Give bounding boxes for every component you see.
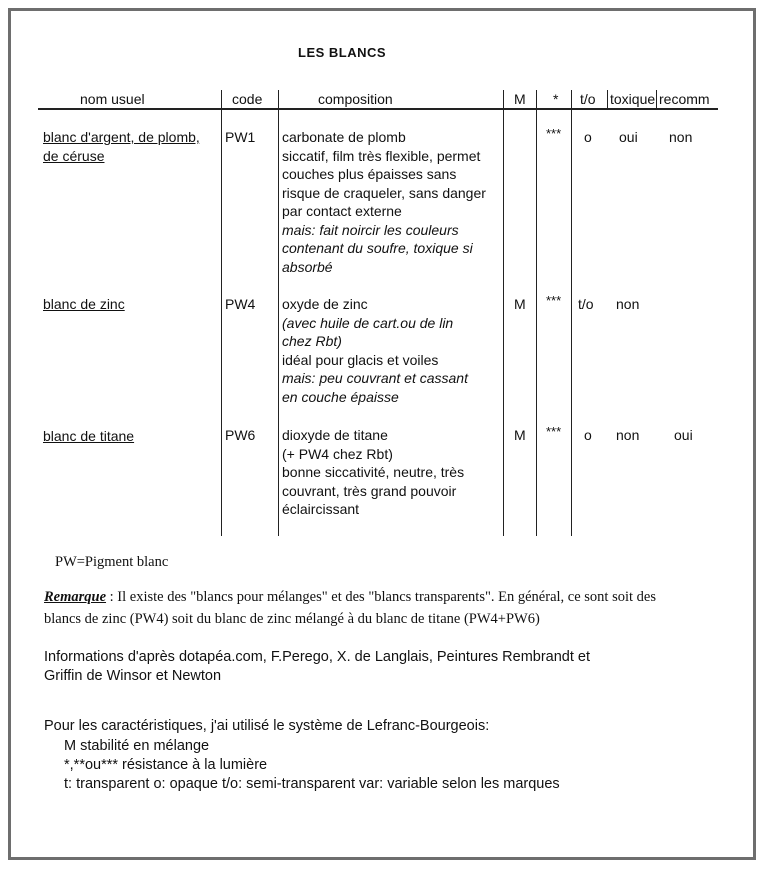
header-toxique: toxique xyxy=(610,91,656,107)
column-divider-toxique xyxy=(607,90,608,110)
legend-transparency: t: transparent o: opaque t/o: semi-transparent var: variable selon les marques xyxy=(64,776,560,792)
row-3-code: PW6 xyxy=(225,427,256,443)
row-3-m: M xyxy=(514,427,526,443)
row-2-star: *** xyxy=(546,293,562,308)
row-3-recomm: oui xyxy=(674,427,693,443)
row-2-composition-line: en couche épaisse xyxy=(282,388,399,405)
row-1-transparency: o xyxy=(584,129,592,145)
column-divider-to xyxy=(571,90,572,536)
header-recomm: recomm xyxy=(659,91,710,107)
row-3-toxique: non xyxy=(616,427,640,443)
row-1-composition-line: couches plus épaisses sans xyxy=(282,166,457,182)
row-2-composition-line: (avec huile de cart.ou de lin xyxy=(282,314,454,331)
column-divider-code xyxy=(221,90,222,536)
legend-lightfastness: *,**ou*** résistance à la lumière xyxy=(64,757,268,773)
sources-line: Informations d'après dotapéa.com, F.Perego, X. de Langlais, Peintures Rembrandt et xyxy=(44,649,591,665)
column-divider-m xyxy=(503,90,504,536)
page-title: LES BLANCS xyxy=(298,45,387,60)
header-star: * xyxy=(553,91,559,107)
header-composition: composition xyxy=(318,91,393,107)
header-transparency: t/o xyxy=(580,91,596,107)
row-1-nom-line-1: blanc d'argent, de plomb, xyxy=(43,129,200,145)
sources-line: Griffin de Winsor et Newton xyxy=(44,668,222,684)
row-2-m: M xyxy=(514,296,526,312)
header-m: M xyxy=(514,91,526,107)
row-2-composition-line: chez Rbt) xyxy=(282,333,342,349)
row-2-composition xyxy=(282,295,468,406)
header-rule xyxy=(38,108,718,110)
row-2-composition-line: oxyde de zinc xyxy=(282,296,368,312)
remarque-line-2: blancs de zinc (PW4) soit du blanc de zinc mélangé à du blanc de titane (PW4+PW6) xyxy=(44,611,540,627)
header-code: code xyxy=(232,91,263,107)
column-divider-recomm xyxy=(656,90,657,110)
row-1-star: *** xyxy=(546,126,562,141)
column-divider-star xyxy=(536,90,537,536)
row-1-nom-line-2: de céruse xyxy=(43,148,105,164)
row-3-composition-line: (+ PW4 chez Rbt) xyxy=(282,445,393,462)
row-1-toxique: oui xyxy=(619,129,638,145)
remarque-text: : Il existe des "blancs pour mélanges" et des "blancs transparents". En général, ce sont soit des xyxy=(106,589,656,605)
column-divider-composition xyxy=(278,90,279,536)
row-2-transparency: t/o xyxy=(578,296,594,312)
row-3-composition-line: bonne siccativité, neutre, très xyxy=(282,464,465,480)
remarque-label: Remarque xyxy=(44,589,107,605)
row-2-composition-line: idéal pour glacis et voiles xyxy=(282,351,439,368)
row-1-composition-line: risque de craqueler, sans danger xyxy=(282,184,486,201)
row-3-transparency: o xyxy=(584,427,592,443)
row-1-composition xyxy=(282,128,486,276)
legend-stability: M stabilité en mélange xyxy=(64,738,210,754)
row-3-composition xyxy=(282,426,464,519)
row-1-recomm: non xyxy=(669,129,693,145)
header-nom-usuel: nom usuel xyxy=(80,91,145,107)
row-2-nom: blanc de zinc xyxy=(43,296,125,312)
legend-intro: Pour les caractéristiques, j'ai utilisé le système de Lefranc-Bourgeois: xyxy=(44,718,490,734)
row-1-composition-line: mais: fait noircir les couleurs xyxy=(282,221,459,238)
pigment-note: PW=Pigment blanc xyxy=(55,554,169,570)
sources xyxy=(44,648,590,686)
row-1-composition-line: siccatif, film très flexible, permet xyxy=(282,147,481,164)
row-3-nom: blanc de titane xyxy=(43,428,135,444)
row-3-composition-line: éclaircissant xyxy=(282,501,360,517)
row-3-star: *** xyxy=(546,424,562,439)
row-3-composition-line: couvrant, très grand pouvoir xyxy=(282,482,457,499)
row-1-composition-line: par contact externe xyxy=(282,203,402,219)
row-1-composition-line: contenant du soufre, toxique si xyxy=(282,240,473,256)
row-1-composition-line: absorbé xyxy=(282,258,333,275)
remarque-line-1 xyxy=(44,589,656,606)
row-2-toxique: non xyxy=(616,296,640,312)
row-2-code: PW4 xyxy=(225,296,256,312)
row-2-composition-line: mais: peu couvrant et cassant xyxy=(282,370,468,386)
row-3-composition-line: dioxyde de titane xyxy=(282,427,388,443)
row-1-composition-line: carbonate de plomb xyxy=(282,129,406,145)
row-1-code: PW1 xyxy=(225,129,256,145)
